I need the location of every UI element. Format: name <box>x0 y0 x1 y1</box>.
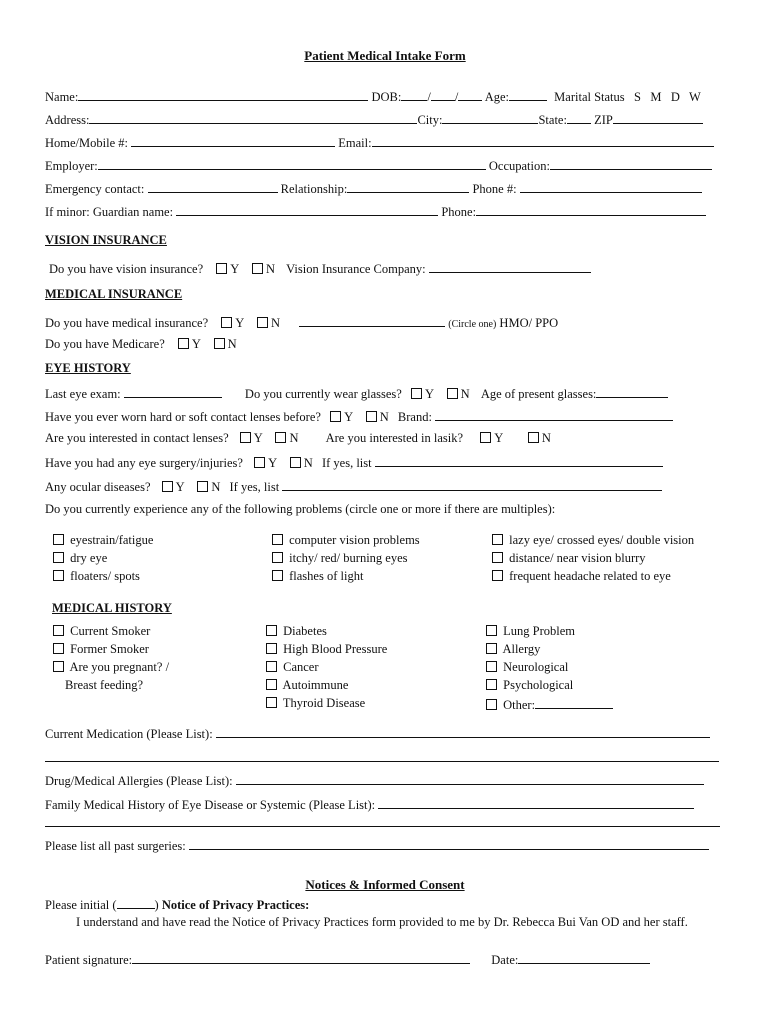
history-label: Thyroid Disease <box>282 696 366 710</box>
guardian-phone-label: Phone: <box>441 205 477 219</box>
checkbox-icon[interactable] <box>266 679 277 690</box>
dob-year-field[interactable] <box>458 88 482 101</box>
yes-label: Y <box>175 480 185 494</box>
history-item[interactable] <box>266 660 319 675</box>
allergies-row <box>45 772 704 789</box>
history-label: Autoimmune <box>282 678 349 692</box>
checkbox-icon[interactable] <box>492 570 503 581</box>
yes-label: Y <box>424 387 434 401</box>
medical-insurance-question: Do you have medical insurance? <box>45 316 209 330</box>
problem-item[interactable] <box>53 551 107 566</box>
problem-label: distance/ near vision blurry <box>509 551 646 565</box>
history-label: Are you pregnant? / <box>69 660 170 674</box>
ocular-row <box>45 478 662 495</box>
name-field[interactable] <box>78 88 368 101</box>
yes-label: Y <box>253 431 263 445</box>
medication-extra-line[interactable] <box>45 761 719 762</box>
checkbox-icon[interactable] <box>214 338 225 349</box>
checkbox-icon[interactable] <box>447 388 458 399</box>
problem-item[interactable] <box>272 533 420 548</box>
contacts-before-question: Have you ever worn hard or soft contact lenses before? <box>45 410 321 424</box>
problem-label: flashes of light <box>289 569 364 583</box>
history-label: High Blood Pressure <box>283 642 388 656</box>
brand-label: Brand: <box>397 410 432 424</box>
age-field[interactable] <box>509 88 547 101</box>
checkbox-icon[interactable] <box>275 432 286 443</box>
checkbox-icon[interactable] <box>486 699 497 710</box>
history-label: Lung Problem <box>503 624 575 638</box>
checkbox-icon[interactable] <box>272 534 283 545</box>
last-exam-row <box>45 385 668 402</box>
history-item[interactable] <box>486 642 540 657</box>
medication-field[interactable] <box>216 725 710 738</box>
checkbox-icon[interactable] <box>411 388 422 399</box>
no-label: N <box>541 431 551 445</box>
history-item[interactable] <box>53 624 150 639</box>
surgeries-field[interactable] <box>189 837 709 850</box>
medical-insurance-company-field[interactable] <box>299 314 445 327</box>
medicare-row <box>45 337 237 352</box>
age-label: Age: <box>484 90 510 104</box>
initial-label: Please initial ( <box>45 898 117 912</box>
dob-label: DOB: <box>371 90 402 104</box>
dob-day-field[interactable] <box>431 88 455 101</box>
checkbox-icon[interactable] <box>528 432 539 443</box>
vision-insurance-heading: VISION INSURANCE <box>45 233 167 247</box>
emergency-phone-field[interactable] <box>520 180 702 193</box>
checkbox-icon[interactable] <box>254 457 265 468</box>
problem-item[interactable] <box>272 551 408 566</box>
surgery-question: Have you had any eye surgery/injuries? <box>45 456 243 470</box>
history-label: Former Smoker <box>70 642 149 656</box>
occupation-label: Occupation: <box>488 159 550 173</box>
family-history-field[interactable] <box>378 796 694 809</box>
emergency-row <box>45 180 702 197</box>
checkbox-icon[interactable] <box>266 643 277 654</box>
checkbox-icon[interactable] <box>266 625 277 636</box>
yes-label: Y <box>344 410 353 424</box>
consent-heading: Notices & Informed Consent <box>305 877 465 892</box>
problem-label: frequent headache related to eye <box>509 569 671 583</box>
problem-label: eyestrain/fatigue <box>70 533 154 547</box>
zip-field[interactable] <box>613 111 703 124</box>
history-label: Current Smoker <box>70 624 151 638</box>
employer-label: Employer: <box>45 159 98 173</box>
wear-glasses-question: Do you currently wear glasses? <box>244 387 402 401</box>
city-label: City: <box>417 113 443 127</box>
contact-row <box>45 134 714 151</box>
yes-label: Y <box>268 456 277 470</box>
privacy-label: Notice of Privacy Practices: <box>161 898 310 912</box>
history-label: Cancer <box>283 660 319 674</box>
plan-options[interactable]: HMO/ PPO <box>499 316 559 330</box>
yes-label: Y <box>235 316 244 330</box>
checkbox-icon[interactable] <box>486 679 497 690</box>
lasik-question: Are you interested in lasik? <box>325 431 464 445</box>
surgeries-row <box>45 837 709 854</box>
no-label: N <box>270 316 280 330</box>
checkbox-icon[interactable] <box>480 432 491 443</box>
interested-row <box>45 431 551 446</box>
surgeries-label: Please list all past surgeries: <box>45 839 186 853</box>
checkbox-icon[interactable] <box>53 661 64 672</box>
no-label: N <box>265 262 275 276</box>
initial-row <box>45 896 309 913</box>
problem-label: lazy eye/ crossed eyes/ double vision <box>509 533 695 547</box>
initial-close: ) <box>154 898 159 912</box>
emergency-label: Emergency contact: <box>45 182 145 196</box>
employer-field[interactable] <box>98 157 486 170</box>
checkbox-icon[interactable] <box>53 625 64 636</box>
problem-label: itchy/ red/ burning eyes <box>289 551 408 565</box>
problem-item[interactable] <box>272 569 363 584</box>
problem-item[interactable] <box>53 569 140 584</box>
checkbox-icon[interactable] <box>257 317 268 328</box>
family-history-label: Family Medical History of Eye Disease or Systemic (Please List): <box>45 798 376 812</box>
home-mobile-field[interactable] <box>131 134 335 147</box>
history-item[interactable] <box>266 678 348 693</box>
date-field[interactable] <box>518 951 650 964</box>
problems-question: Do you currently experience any of the following problems (circle one or more if there are multiples): <box>45 502 556 516</box>
last-exam-label: Last eye exam: <box>45 387 121 401</box>
history-item[interactable] <box>486 696 613 713</box>
history-item[interactable] <box>266 642 387 657</box>
history-label: Allergy <box>502 642 541 656</box>
emergency-field[interactable] <box>148 180 278 193</box>
yes-label: Y <box>230 262 239 276</box>
checkbox-icon[interactable] <box>486 625 497 636</box>
history-item[interactable] <box>266 696 365 711</box>
no-label: N <box>227 337 237 351</box>
problem-label: computer vision problems <box>289 533 420 547</box>
checkbox-icon[interactable] <box>290 457 301 468</box>
no-label: N <box>289 431 299 445</box>
history-label: Other: <box>503 698 536 712</box>
checkbox-icon[interactable] <box>221 317 232 328</box>
email-field[interactable] <box>372 134 714 147</box>
other-field[interactable] <box>535 696 613 709</box>
eye-history-heading: EYE HISTORY <box>45 361 131 375</box>
address-field[interactable] <box>89 111 417 124</box>
problem-item[interactable] <box>53 533 153 548</box>
history-label-continued: Breast feeding? <box>65 678 144 692</box>
history-item[interactable] <box>266 624 327 639</box>
surgery-if-yes-label: If yes, list <box>321 456 372 470</box>
marital-status-label: Marital Status S M D W <box>554 90 701 104</box>
no-label: N <box>379 410 389 424</box>
checkbox-icon[interactable] <box>266 697 277 708</box>
signature-label: Patient signature: <box>45 953 133 967</box>
vision-insurance-row <box>49 260 591 277</box>
date-label: Date: <box>491 953 519 967</box>
checkbox-icon[interactable] <box>162 481 173 492</box>
contacts-interest-question: Are you interested in contact lenses? <box>45 431 229 445</box>
phone-hash-label: Phone #: <box>472 182 517 196</box>
history-item[interactable] <box>53 642 149 657</box>
medical-insurance-row <box>45 314 558 332</box>
surgery-row <box>45 454 663 471</box>
checkbox-icon[interactable] <box>178 338 189 349</box>
state-field[interactable] <box>567 111 591 124</box>
checkbox-icon[interactable] <box>216 263 227 274</box>
address-label: Address: <box>45 113 90 127</box>
signature-row <box>45 951 650 968</box>
dob-separator: / <box>427 90 431 104</box>
age-glasses-label: Age of present glasses: <box>480 387 597 401</box>
checkbox-icon[interactable] <box>240 432 251 443</box>
surgery-list-field[interactable] <box>375 454 663 467</box>
problem-item[interactable] <box>492 533 694 548</box>
checkbox-icon[interactable] <box>252 263 263 274</box>
family-history-extra-line[interactable] <box>45 826 720 827</box>
occupation-field[interactable] <box>550 157 712 170</box>
history-item[interactable] <box>53 660 169 675</box>
vision-company-field[interactable] <box>429 260 591 273</box>
checkbox-icon[interactable] <box>53 534 64 545</box>
consent-statement: I understand and have read the Notice of Privacy Practices form provided to me by Dr. Rebecca Bui Van OD and her staff. <box>76 915 688 929</box>
checkbox-icon[interactable] <box>492 552 503 563</box>
history-item[interactable] <box>486 678 573 693</box>
history-item[interactable] <box>486 660 568 675</box>
checkbox-icon[interactable] <box>366 411 377 422</box>
checkbox-icon[interactable] <box>486 643 497 654</box>
circle-one-note: (Circle one) <box>448 319 497 330</box>
problem-label: floaters/ spots <box>70 569 140 583</box>
dob-separator: / <box>454 90 459 104</box>
ocular-question: Any ocular diseases? <box>45 480 151 494</box>
city-field[interactable] <box>442 111 538 124</box>
problem-label: dry eye <box>70 551 108 565</box>
address-row <box>45 111 703 128</box>
no-label: N <box>460 387 470 401</box>
age-glasses-field[interactable] <box>596 385 668 398</box>
guardian-field[interactable] <box>176 203 438 216</box>
medicare-question: Do you have Medicare? <box>45 337 165 351</box>
checkbox-icon[interactable] <box>330 411 341 422</box>
dob-month-field[interactable] <box>401 88 427 101</box>
medication-row <box>45 725 710 742</box>
employer-row <box>45 157 712 174</box>
checkbox-icon[interactable] <box>53 643 64 654</box>
initial-field[interactable] <box>117 896 155 909</box>
no-label: N <box>303 456 313 470</box>
history-label: Psychological <box>503 678 574 692</box>
checkbox-icon[interactable] <box>53 570 64 581</box>
history-label: Neurological <box>503 660 569 674</box>
problem-item[interactable] <box>492 569 671 584</box>
no-label: N <box>211 480 221 494</box>
signature-field[interactable] <box>132 951 470 964</box>
checkbox-icon[interactable] <box>486 661 497 672</box>
zip-label: ZIP <box>594 113 613 127</box>
checkbox-icon[interactable] <box>197 481 208 492</box>
email-label: Email: <box>338 136 372 150</box>
yes-label: Y <box>494 431 503 445</box>
vision-question: Do you have vision insurance? <box>49 262 204 276</box>
guardian-label: If minor: Guardian name: <box>45 205 174 219</box>
ocular-list-field[interactable] <box>282 478 662 491</box>
family-history-row <box>45 796 694 813</box>
problem-item[interactable] <box>492 551 646 566</box>
brand-field[interactable] <box>435 408 673 421</box>
last-exam-field[interactable] <box>124 385 222 398</box>
checkbox-icon[interactable] <box>53 552 64 563</box>
home-mobile-label: Home/Mobile #: <box>45 136 128 150</box>
medical-history-heading: MEDICAL HISTORY <box>52 601 172 615</box>
name-label: Name: <box>45 90 79 104</box>
guardian-row <box>45 203 706 220</box>
contacts-before-row <box>45 408 673 425</box>
relationship-field[interactable] <box>347 180 469 193</box>
state-label: State: <box>538 113 567 127</box>
vision-company-label: Vision Insurance Company: <box>286 262 426 276</box>
checkbox-icon[interactable] <box>266 661 277 672</box>
allergies-label: Drug/Medical Allergies (Please List): <box>45 774 233 788</box>
relationship-label: Relationship: <box>280 182 348 196</box>
allergies-field[interactable] <box>236 772 704 785</box>
name-row <box>45 88 701 105</box>
checkbox-icon[interactable] <box>272 570 283 581</box>
guardian-phone-field[interactable] <box>476 203 706 216</box>
medication-label: Current Medication (Please List): <box>45 727 213 741</box>
history-item[interactable] <box>486 624 575 639</box>
ocular-if-yes-label: If yes, list <box>229 480 280 494</box>
checkbox-icon[interactable] <box>272 552 283 563</box>
history-label: Diabetes <box>283 624 327 638</box>
yes-label: Y <box>191 337 201 351</box>
checkbox-icon[interactable] <box>492 534 503 545</box>
form-title: Patient Medical Intake Form <box>304 48 466 63</box>
medical-insurance-heading: MEDICAL INSURANCE <box>45 287 183 301</box>
